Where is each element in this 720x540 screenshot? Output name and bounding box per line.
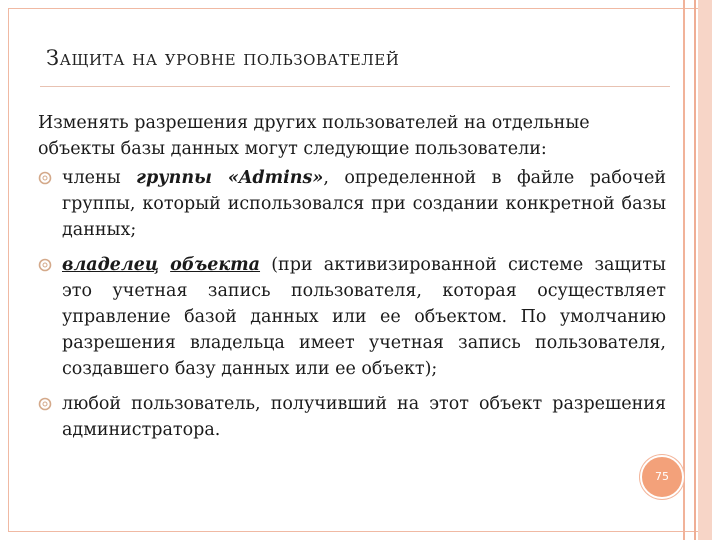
bullet-3-text: любой пользователь, получивший на этот объект разрешения администратора. <box>62 394 666 440</box>
circle-sunburst-icon <box>38 397 52 411</box>
bullet-1-post: , определенной в файле рабочей группы, который использовался при создании конкретной базы данных; <box>62 168 666 240</box>
list-item <box>38 252 666 382</box>
slide-body <box>38 110 666 452</box>
slide-title: Защита на уровне пользователей <box>46 46 400 70</box>
title-divider <box>40 86 670 87</box>
bullet-list <box>38 165 666 443</box>
bullet-2-emphasis-2: объекта <box>170 255 261 275</box>
bullet-2-post: (при активизированной системе защиты это учетная запись пользователя, которая осуществляет управление базой данных или ее объектом. По умолчанию разрешения владельца имеет учетная запись пользователя, создавшего базу данных или ее объект); <box>62 255 666 379</box>
bullet-2-emphasis-1: владелец <box>62 255 159 275</box>
decorative-band <box>698 0 712 540</box>
circle-sunburst-icon <box>38 171 52 185</box>
bullet-1-pre: члены <box>62 168 137 188</box>
list-item <box>38 165 666 243</box>
bullet-1-emphasis: группы «Admins» <box>136 168 324 188</box>
decorative-stripe <box>683 0 685 540</box>
page-number-badge: 75 <box>640 455 684 499</box>
decorative-stripe <box>694 0 696 540</box>
intro-paragraph: Изменять разрешения других пользователей на отдельные объекты базы данных могут следующие пользователи: <box>38 113 590 159</box>
circle-sunburst-icon <box>38 258 52 272</box>
list-item <box>38 391 666 443</box>
